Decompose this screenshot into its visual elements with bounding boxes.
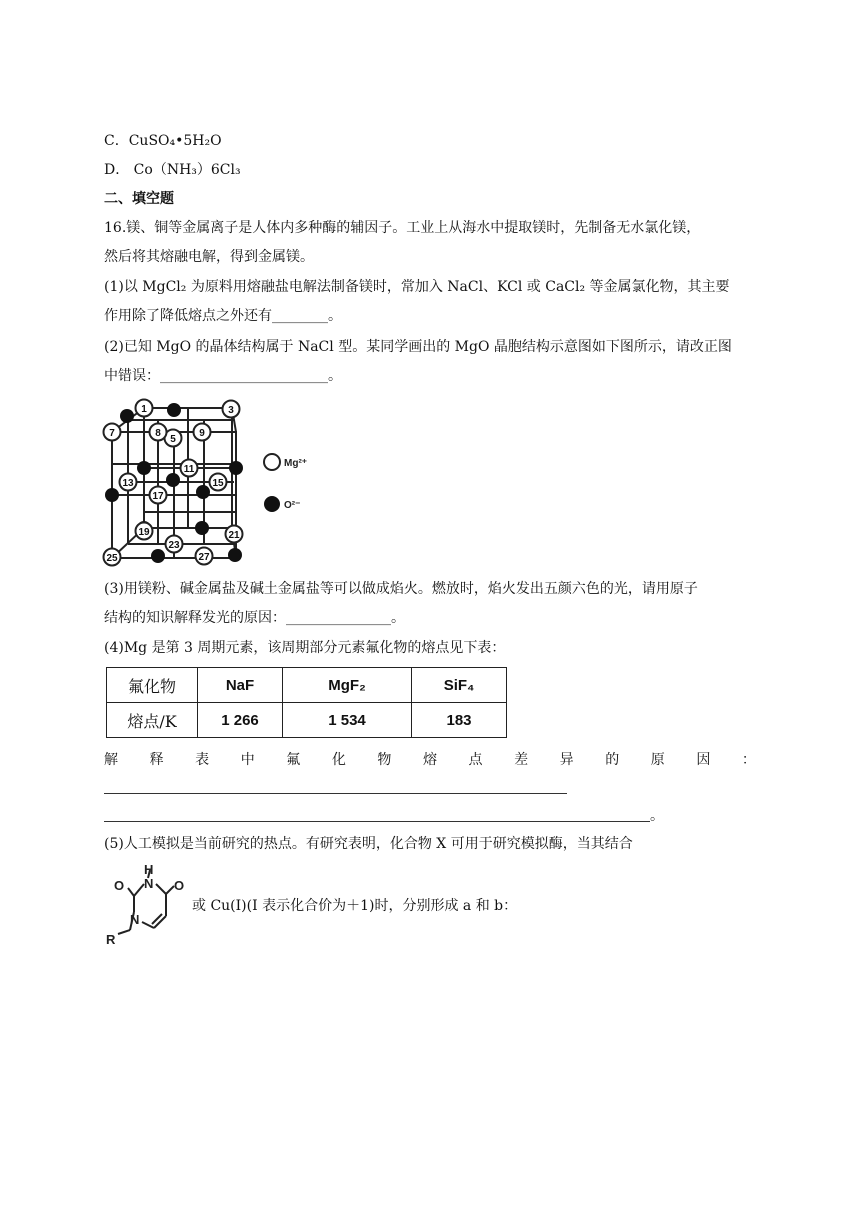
- legend-o-label: O²⁻: [284, 500, 301, 511]
- label-8: 8: [155, 428, 161, 439]
- q16-part4-explain: [104, 750, 756, 770]
- table-header-cell: MgF₂: [283, 668, 412, 703]
- table-header-cell: 氟化物: [107, 668, 198, 703]
- explain-char: 异: [559, 752, 574, 768]
- legend-mg-circle: [264, 454, 280, 470]
- label-13: 13: [122, 478, 134, 489]
- label-9: 9: [199, 428, 205, 439]
- table-header-cell: SiF₄: [412, 668, 507, 703]
- q16-part2-2: 中错误：________________________。: [104, 368, 342, 384]
- atom-r: R: [106, 932, 116, 947]
- legend-o-circle: [264, 496, 280, 512]
- q16-part4-1: (4)Mg 是第 3 周期元素，该周期部分元素氟化物的熔点见下表：: [104, 640, 506, 656]
- legend-mg-label: Mg²⁺: [284, 458, 308, 469]
- label-17: 17: [152, 491, 164, 502]
- table-row-label: 熔点/K: [107, 703, 198, 738]
- label-15: 15: [212, 478, 224, 489]
- explain-char: 解: [104, 752, 118, 768]
- explain-char: 差: [514, 752, 529, 768]
- label-3: 3: [228, 405, 234, 416]
- atom-o-left: O: [114, 878, 125, 893]
- atom-o-right: O: [174, 878, 185, 893]
- explain-char: 化: [331, 752, 346, 768]
- explain-char: 熔: [422, 752, 437, 768]
- explain-char: 释: [149, 752, 164, 768]
- q16-part2-1: (2)已知 MgO 的晶体结构属于 NaCl 型。某同学画出的 MgO 晶胞结构示意图如下图所示，请改正图: [104, 339, 732, 355]
- compound-x-structure: [104, 862, 196, 950]
- q16-intro-2: 然后将其熔融电解，得到金属镁。: [104, 249, 314, 265]
- explain-char: ：: [741, 752, 756, 768]
- explain-char: 表: [195, 752, 210, 768]
- explain-char: 中: [240, 752, 255, 768]
- label-1: 1: [141, 404, 147, 415]
- label-11: 11: [183, 464, 195, 475]
- answer-line-2[interactable]: [104, 821, 650, 822]
- atom-n-bottom: N: [130, 912, 140, 927]
- atom-h: H: [144, 862, 154, 877]
- explain-char: 物: [377, 752, 392, 768]
- answer-line-1[interactable]: [104, 793, 567, 794]
- table-row: [107, 703, 507, 738]
- label-27: 27: [198, 552, 210, 563]
- fluoride-melting-table: [106, 667, 507, 738]
- table-header-cell: NaF: [198, 668, 283, 703]
- explain-char: 原: [650, 752, 665, 768]
- q16-part3-1: (3)用镁粉、碱金属盐及碱土金属盐等可以做成焰火。燃放时，焰火发出五颜六色的光，请用原子: [104, 581, 698, 597]
- label-7: 7: [109, 428, 115, 439]
- q16-part1-1: (1)以 MgCl₂ 为原料用熔融盐电解法制备镁时，常加入 NaCl、KCl 或 CaCl₂ 等金属氯化物，其主要: [104, 279, 730, 295]
- q16-part5-2: 或 Cu(I)(I 表示化合价为＋1)时，分别形成 a 和 b：: [192, 898, 518, 914]
- label-21: 21: [228, 530, 240, 541]
- table-cell: 1 534: [283, 703, 412, 738]
- q16-part3-2: 结构的知识解释发光的原因：_______________。: [104, 610, 405, 626]
- option-d: D． Co（NH₃）6Cl₃: [104, 162, 241, 178]
- table-cell: 183: [412, 703, 507, 738]
- explain-char: 因: [696, 752, 711, 768]
- q16-part5-1: (5)人工模拟是当前研究的热点。有研究表明，化合物 X 可用于研究模拟酶，当其结合: [104, 836, 633, 852]
- table-row: [107, 668, 507, 703]
- section-title: 二、填空题: [104, 191, 174, 207]
- mgo-crystal-figure: [100, 394, 330, 570]
- label-25: 25: [106, 553, 118, 564]
- answer-line-end: 。: [650, 808, 664, 824]
- label-5: 5: [170, 434, 176, 445]
- q16-intro-1: 16.镁、铜等金属离子是人体内多种酶的辅因子。工业上从海水中提取镁时，先制备无水氯化镁，: [104, 220, 701, 236]
- table-cell: 1 266: [198, 703, 283, 738]
- explain-char: 的: [605, 752, 620, 768]
- explain-char: 点: [468, 752, 483, 768]
- label-23: 23: [168, 540, 180, 551]
- explain-char: 氟: [286, 752, 301, 768]
- label-19: 19: [138, 527, 150, 538]
- option-c: C．CuSO₄•5H₂O: [104, 133, 222, 149]
- atom-n-top: N: [144, 876, 154, 891]
- q16-part1-2: 作用除了降低熔点之外还有________。: [104, 308, 342, 324]
